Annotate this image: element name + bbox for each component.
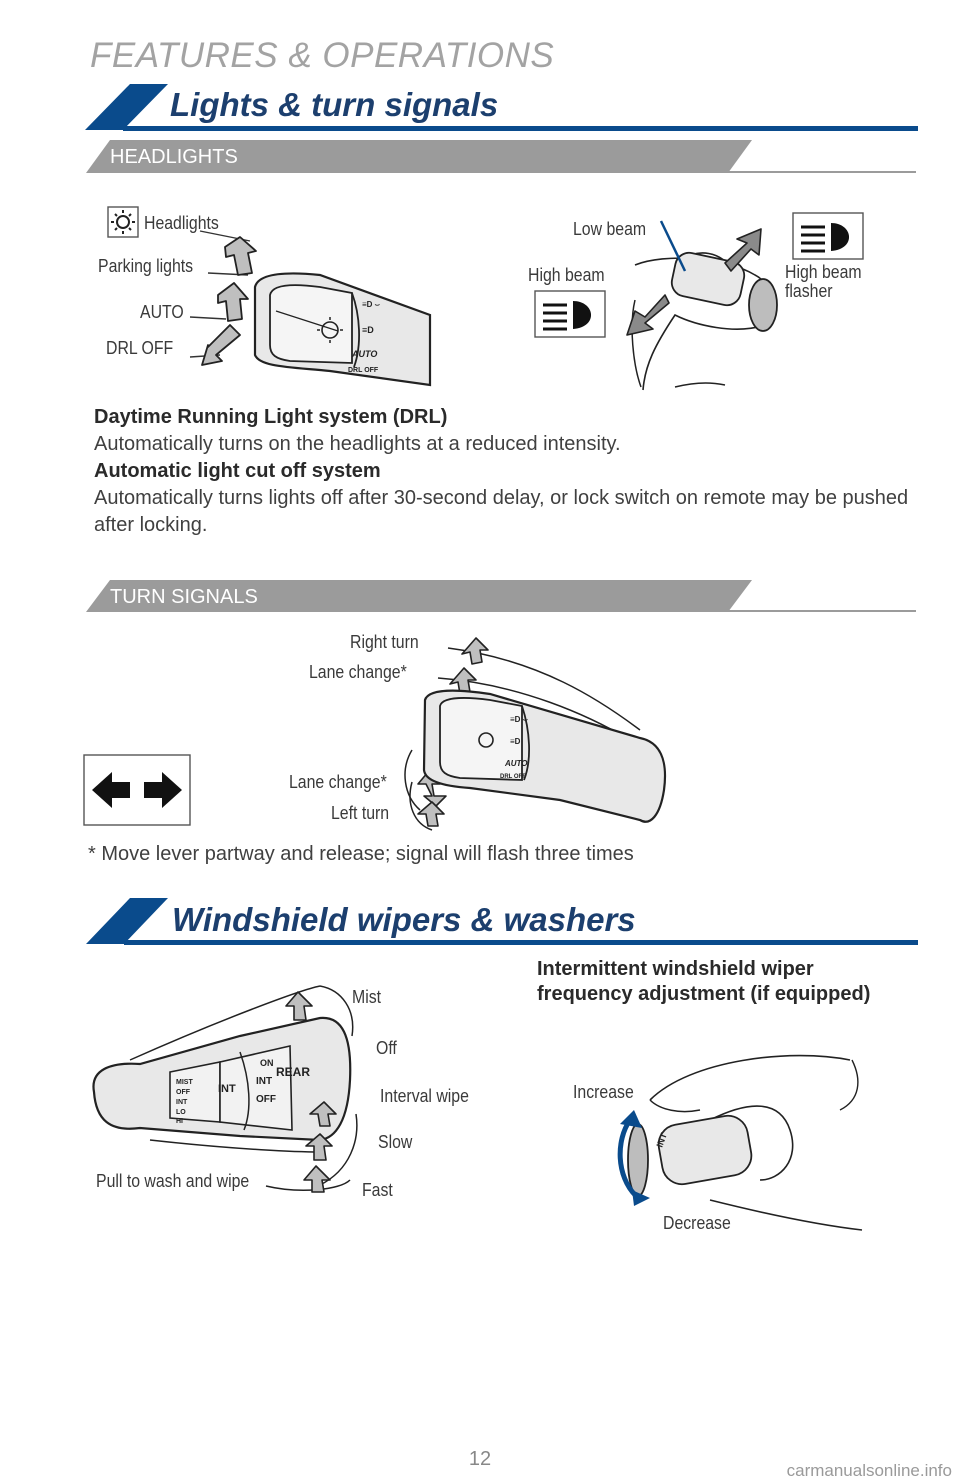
high-beam-flasher-line1: High beam: [785, 262, 862, 282]
page-title: FEATURES & OPERATIONS: [90, 36, 555, 75]
svg-text:DRL OFF: DRL OFF: [500, 774, 526, 780]
high-beam-icon: [535, 291, 605, 337]
lane-change-down-callout: Lane change*: [289, 772, 387, 792]
increase-arrow-icon: [620, 1110, 642, 1128]
turn-signal-illustration: [0, 620, 960, 850]
headlights-subsection-label: HEADLIGHTS: [110, 146, 238, 168]
wiper-mark-hi: HI: [176, 1118, 183, 1125]
turn-signal-footnote: * Move lever partway and release; signal will flash three times: [88, 843, 634, 865]
wiper-rear-int: INT: [256, 1076, 273, 1087]
left-turn-callout: Left turn: [331, 803, 390, 823]
turn-signals-subsection-label: TURN SIGNALS: [110, 586, 258, 608]
auto-callout: AUTO: [140, 302, 184, 322]
low-beam-callout: Low beam: [573, 219, 647, 239]
wiper-ring-int: INT: [218, 1083, 236, 1095]
mist-callout: Mist: [352, 987, 382, 1007]
high-beam-callout: High beam: [528, 265, 605, 285]
intermittent-heading-line1: Intermittent windshield wiper: [537, 958, 814, 980]
increase-callout: Increase: [573, 1082, 634, 1102]
drl-off-callout: DRL OFF: [106, 338, 174, 358]
wiper-mark-off: OFF: [176, 1089, 190, 1096]
wiper-mark-mist: MIST: [176, 1079, 193, 1086]
svg-text:≡D: ≡D: [362, 325, 374, 335]
wiper-mark-int: INT: [176, 1099, 188, 1106]
svg-text:AUTO: AUTO: [505, 759, 528, 768]
decrease-callout: Decrease: [663, 1213, 731, 1233]
high-beam-flasher-line2: flasher: [785, 281, 833, 301]
svg-text:≡D ⌣: ≡D ⌣: [362, 300, 380, 309]
wiper-rear-off: OFF: [256, 1094, 276, 1105]
slow-callout: Slow: [378, 1132, 413, 1152]
watermark: carmanualsonline.info: [786, 1461, 952, 1480]
off-callout: Off: [376, 1038, 397, 1058]
pull-to-wash-callout: Pull to wash and wipe: [96, 1171, 250, 1191]
auto-cutoff-heading: Automatic light cut off system: [94, 460, 381, 482]
svg-text:≡D: ≡D: [510, 737, 521, 746]
interval-wipe-callout: Interval wipe: [380, 1086, 469, 1106]
headlight-symbol-icon: [108, 207, 138, 237]
drl-text: Automatically turns on the headlights at a reduced intensity.: [94, 433, 621, 455]
wiper-rear-label: REAR: [276, 1065, 311, 1079]
wipers-section-title: Windshield wipers & washers: [172, 901, 636, 938]
intermittent-adjust-illustration: [590, 1040, 870, 1240]
page-number: 12: [468, 1448, 492, 1470]
high-beam-flasher-icon: [793, 213, 863, 259]
svg-text:AUTO: AUTO: [352, 349, 378, 359]
high-beam-flasher-callout: [785, 263, 862, 301]
intermittent-ring-int: INT: [654, 1131, 669, 1149]
parking-lights-callout: Parking lights: [98, 256, 194, 276]
lane-change-up-callout: Lane change*: [309, 662, 407, 682]
lights-section-title: Lights & turn signals: [170, 86, 499, 123]
wiper-mark-lo: LO: [176, 1109, 186, 1116]
svg-text:DRL OFF: DRL OFF: [348, 367, 379, 374]
turn-signal-arrows-icon: [84, 755, 190, 825]
wiper-rear-on: ON: [260, 1058, 274, 1068]
auto-cutoff-text: Automatically turns lights off after 30-second delay, or lock switch on remote may be pushed after locking.: [94, 487, 909, 536]
svg-text:≡D ⌣: ≡D ⌣: [510, 715, 528, 724]
headlight-description: [94, 404, 914, 539]
intermittent-heading-line2: frequency adjustment (if equipped): [537, 983, 871, 1005]
fast-callout: Fast: [362, 1180, 393, 1200]
drl-heading: Daytime Running Light system (DRL): [94, 406, 448, 428]
headlights-callout: Headlights: [144, 213, 219, 233]
intermittent-heading: [537, 957, 870, 1007]
right-turn-callout: Right turn: [350, 632, 419, 652]
